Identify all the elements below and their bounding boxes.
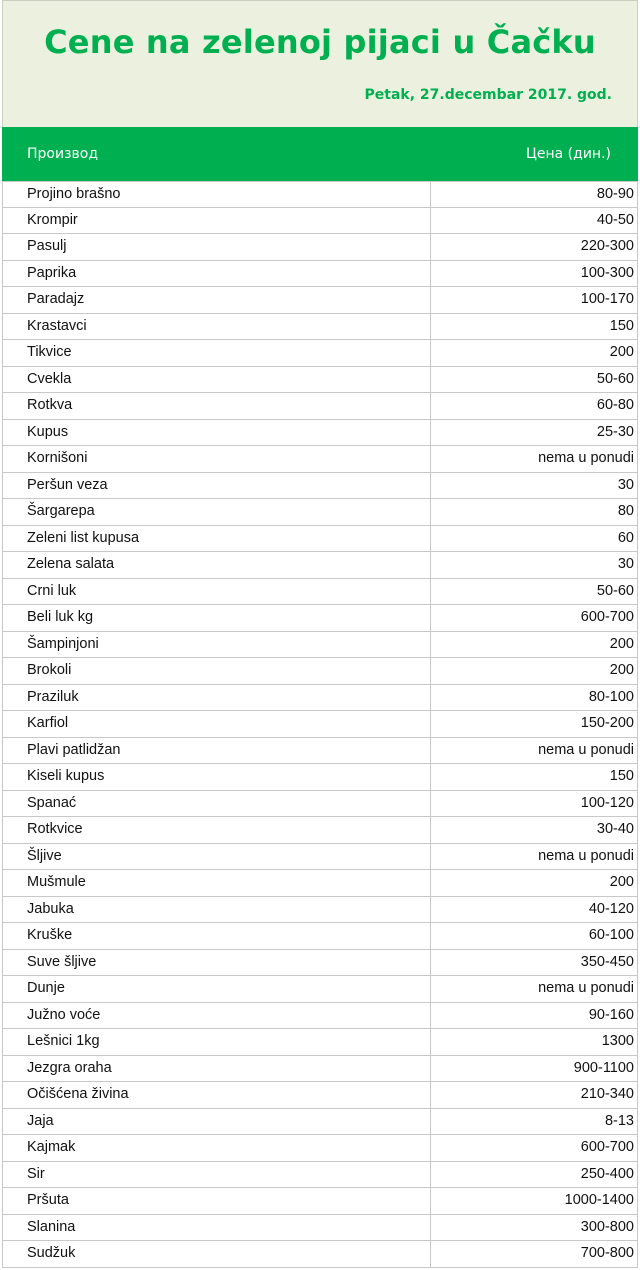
table-row	[2, 579, 638, 606]
product-name-cell: Lešnici 1kg	[3, 1029, 431, 1055]
table-row	[2, 632, 638, 659]
product-name-cell: Šljive	[3, 844, 431, 870]
table-row	[2, 340, 638, 367]
table-row	[2, 314, 638, 341]
table-row	[2, 393, 638, 420]
product-name-cell: Paradajz	[3, 287, 431, 313]
product-name-cell: Plavi patlidžan	[3, 738, 431, 764]
table-row	[2, 950, 638, 977]
price-cell: 60-80	[596, 397, 634, 413]
product-name-cell: Očišćena živina	[3, 1082, 431, 1108]
price-cell: 25-30	[596, 423, 634, 440]
price-cell: 50-60	[596, 370, 634, 387]
price-cell: 80	[617, 503, 634, 519]
product-name-cell: Paprika	[3, 261, 431, 287]
price-cell: 100-120	[580, 794, 634, 811]
table-row	[2, 1109, 638, 1136]
product-name-cell: Jabuka	[3, 897, 431, 923]
price-cell: nema u ponudi	[538, 741, 634, 758]
product-name-cell: Jezgra oraha	[3, 1056, 431, 1082]
table-row	[2, 367, 638, 394]
price-cell: 8-13	[604, 1112, 634, 1129]
price-cell: 1000-1400	[564, 1192, 634, 1208]
price-cell: 150-200	[580, 715, 634, 731]
title-box	[2, 0, 638, 127]
product-name-cell: Slanina	[3, 1215, 431, 1241]
table-row	[2, 473, 638, 500]
table-row	[2, 605, 638, 632]
table-row	[2, 791, 638, 818]
product-name-cell: Krompir	[3, 208, 431, 234]
price-cell: 40-120	[588, 900, 634, 917]
table-row	[2, 1082, 638, 1109]
price-cell: 50-60	[596, 582, 634, 599]
product-name-cell: Krastavci	[3, 314, 431, 340]
price-cell: 1300	[601, 1033, 634, 1049]
product-name-cell: Suve šljive	[3, 950, 431, 976]
table-row	[2, 923, 638, 950]
table-row	[2, 526, 638, 553]
price-cell: 900-1100	[573, 1059, 634, 1076]
table-row	[2, 844, 638, 871]
price-cell: 150	[609, 768, 634, 784]
table-row	[2, 738, 638, 765]
table-row	[2, 1135, 638, 1162]
table-row	[2, 817, 638, 844]
product-name-cell: Sir	[3, 1162, 431, 1188]
product-name-cell: Karfiol	[3, 711, 431, 737]
product-name-cell: Šampinjoni	[3, 632, 431, 658]
product-name-cell: Pršuta	[3, 1188, 431, 1214]
product-name-cell: Pasulj	[3, 234, 431, 260]
header-product: Производ	[27, 146, 99, 162]
product-name-cell: Zelena salata	[3, 552, 431, 578]
table-row	[2, 658, 638, 685]
product-name-cell: Brokoli	[3, 658, 431, 684]
price-cell: 600-700	[580, 1139, 634, 1155]
price-cell: nema u ponudi	[538, 450, 634, 466]
table-row	[2, 711, 638, 738]
product-name-cell: Kupus	[3, 420, 431, 446]
price-cell: 100-300	[580, 264, 634, 281]
price-cell: 80-100	[588, 688, 634, 705]
price-cell: 350-450	[580, 953, 634, 970]
table-row	[2, 764, 638, 791]
table-row	[2, 446, 638, 473]
table-header	[2, 127, 638, 181]
date-label: Petak, 27.decembar 2017. god.	[364, 87, 612, 103]
table-row	[2, 234, 638, 261]
product-name-cell: Kiseli kupus	[3, 764, 431, 790]
table-row	[2, 1003, 638, 1030]
price-cell: 250-400	[580, 1165, 634, 1182]
product-name-cell: Rotkvice	[3, 817, 431, 843]
price-cell: 200	[609, 635, 634, 652]
price-cell: 220-300	[580, 238, 634, 254]
table-row	[2, 1029, 638, 1056]
product-name-cell: Zeleni list kupusa	[3, 526, 431, 552]
product-name-cell: Južno voće	[3, 1003, 431, 1029]
page-title: Cene na zelenoj pijaci u Čačku	[44, 23, 596, 61]
product-name-cell: Cvekla	[3, 367, 431, 393]
product-name-cell: Crni luk	[3, 579, 431, 605]
price-cell: 30	[617, 556, 634, 572]
product-name-cell: Rotkva	[3, 393, 431, 419]
product-name-cell: Spanać	[3, 791, 431, 817]
price-cell: 80-90	[596, 186, 634, 202]
table-row	[2, 1215, 638, 1242]
product-name-cell: Beli luk kg	[3, 605, 431, 631]
table-row	[2, 420, 638, 447]
price-cell: 210-340	[580, 1086, 634, 1102]
table-row	[2, 261, 638, 288]
price-cell: 40-50	[596, 211, 634, 228]
table-row	[2, 208, 638, 235]
table-row	[2, 897, 638, 924]
price-cell: nema u ponudi	[538, 980, 634, 996]
table-row	[2, 870, 638, 897]
price-cell: 60-100	[588, 927, 634, 943]
price-table	[2, 181, 638, 1268]
product-name-cell: Mušmule	[3, 870, 431, 896]
price-cell: 200	[609, 344, 634, 360]
product-name-cell: Kruške	[3, 923, 431, 949]
product-name-cell: Jaja	[3, 1109, 431, 1135]
table-row	[2, 287, 638, 314]
product-name-cell: Sudžuk	[3, 1241, 431, 1267]
product-name-cell: Kajmak	[3, 1135, 431, 1161]
table-row	[2, 1188, 638, 1215]
product-name-cell: Kornišoni	[3, 446, 431, 472]
product-name-cell: Dunje	[3, 976, 431, 1002]
price-cell: 200	[609, 874, 634, 890]
table-row	[2, 552, 638, 579]
product-name-cell: Peršun veza	[3, 473, 431, 499]
table-row	[2, 499, 638, 526]
price-cell: 90-160	[588, 1006, 634, 1023]
table-row	[2, 1056, 638, 1083]
price-cell: 200	[609, 662, 634, 678]
product-name-cell: Praziluk	[3, 685, 431, 711]
table-row	[2, 181, 638, 208]
product-name-cell: Projino brašno	[3, 182, 431, 207]
header-price: Цена (дин.)	[526, 146, 611, 162]
price-cell: 30	[617, 476, 634, 493]
price-cell: nema u ponudi	[538, 847, 634, 864]
price-cell: 300-800	[580, 1218, 634, 1235]
price-cell: 600-700	[580, 609, 634, 625]
table-row	[2, 1241, 638, 1268]
price-cell: 30-40	[596, 821, 634, 837]
product-name-cell: Tikvice	[3, 340, 431, 366]
price-cell: 150	[609, 317, 634, 334]
table-row	[2, 685, 638, 712]
price-cell: 100-170	[580, 291, 634, 307]
product-name-cell: Šargarepa	[3, 499, 431, 525]
table-row	[2, 1162, 638, 1189]
table-row	[2, 976, 638, 1003]
price-cell: 700-800	[580, 1245, 634, 1261]
price-cell: 60	[617, 529, 634, 546]
